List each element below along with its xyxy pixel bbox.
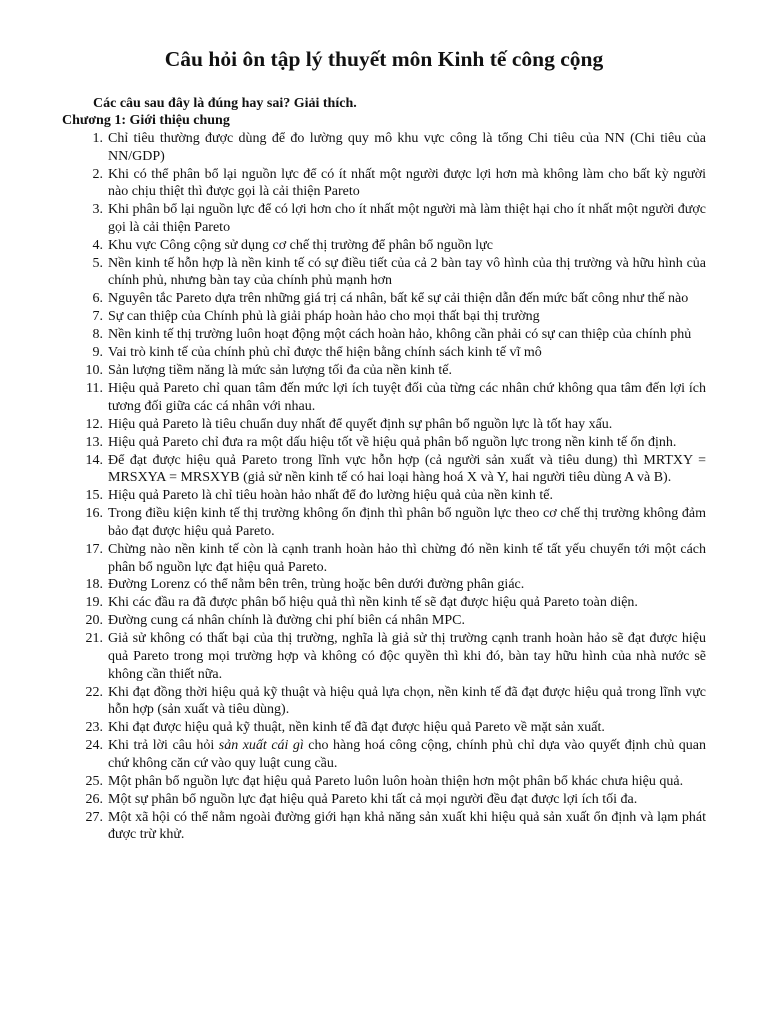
question-number: 15. (85, 488, 103, 504)
question-item (62, 541, 706, 576)
question-item (62, 487, 706, 505)
question-item (62, 630, 706, 683)
question-item (62, 308, 706, 326)
question-text: Đường cung cá nhân chính là đường chi phí biên cá nhân MPC. (108, 613, 465, 629)
question-number: 25. (85, 773, 103, 789)
question-item (62, 362, 706, 380)
question-number: 10. (85, 363, 103, 379)
question-text-after: cho hàng hoá công cộng, chính phủ chỉ dựa vào quyết định chủ quan chứ không căn cứ vào quy luật cung cầu. (108, 738, 707, 771)
question-number: 23. (85, 720, 103, 736)
question-item (62, 773, 706, 791)
question-number: 11. (86, 381, 103, 397)
question-number: 22. (85, 684, 103, 700)
question-number: 12. (85, 416, 103, 432)
question-number: 3. (92, 202, 103, 218)
question-item (62, 737, 706, 772)
question-text: Hiệu quả Pareto là chỉ tiêu hoàn hảo nhất để đo lường hiệu quả của nền kinh tế. (108, 488, 553, 504)
question-text-italic: sản xuất cái gì (218, 738, 304, 754)
question-text: Khi đạt đồng thời hiệu quả kỹ thuật và hiệu quả lựa chọn, nền kinh tế đã đạt được hiệu quả trong lĩnh vực hỗn hợp (sản xuất và tiêu dùng). (108, 684, 706, 718)
question-item (62, 166, 706, 201)
question-number: 17. (85, 541, 103, 557)
question-number: 24. (85, 738, 103, 754)
question-text: Nguyên tắc Pareto dựa trên những giá trị cá nhân, bất kể sự cải thiện dẫn đến mức bất công như thế nào (108, 291, 689, 307)
question-text: Hiệu quả Pareto chỉ quan tâm đến mức lợi ích tuyệt đối của từng các nhân chứ không qua tâm đến lợi ích tương đối giữa các cá nhân với nhau. (108, 381, 706, 414)
question-item (62, 719, 706, 737)
question-item (62, 505, 706, 540)
question-text: Hiệu quả Pareto chỉ đưa ra một dấu hiệu tốt về hiệu quả phân bổ nguồn lực trong nền kinh tế ổn định. (108, 434, 677, 450)
question-item (62, 290, 706, 308)
question-number: 19. (85, 595, 103, 611)
question-text: Hiệu quả Pareto là tiêu chuẩn duy nhất để quyết định sự phân bổ nguồn lực là tốt hay xấu. (108, 416, 613, 432)
question-text: Giả sử không có thất bại của thị trường, nghĩa là giả sử thị trường cạnh tranh hoàn hảo sẽ đạt được hiệu quả Pareto trong mọi trường hợp và không có độc quyền thì khi đó, bàn tay hữu hình của nhà nước sẽ không cần thiết nữa. (108, 631, 706, 682)
question-text: Một sự phân bổ nguồn lực đạt hiệu quả Pareto khi tất cả mọi người đều đạt được lợi ích tối đa. (108, 791, 638, 807)
question-item (62, 255, 706, 290)
question-text-before: Khi trả lời câu hỏi (108, 738, 219, 754)
question-number: 2. (92, 166, 103, 182)
question-text: Khu vực Công cộng sử dụng cơ chế thị trường để phân bổ nguồn lực (108, 237, 493, 253)
question-item (62, 237, 706, 255)
question-text: Khi đạt được hiệu quả kỹ thuật, nền kinh tế đã đạt được hiệu quả Pareto về mặt sản xuất. (108, 720, 605, 736)
question-text: Khi các đầu ra đã được phân bổ hiệu quả thì nền kinh tế sẽ đạt được hiệu quả Pareto toàn diện. (108, 595, 638, 611)
question-number: 4. (92, 237, 103, 253)
question-number: 21. (85, 631, 103, 647)
question-item (62, 130, 706, 165)
question-number: 18. (85, 577, 103, 593)
question-text: Để đạt được hiệu quả Pareto trong lĩnh vực hỗn hợp (cả người sản xuất và tiêu dung) thì MRTXY = MRSXYA = MRSXYB (giả sử nền kinh tế có hai loại hàng hoá X và Y, hai người tiêu dùng A và B). (108, 452, 706, 486)
chapter-heading: Chương 1: Giới thiệu chung (62, 113, 230, 128)
question-item (62, 791, 706, 809)
question-text: Trong điều kiện kinh tế thị trường không ổn định thì phân bổ nguồn lực theo cơ chế thị trường không đảm bảo đạt được hiệu quả Pareto. (108, 506, 706, 539)
question-number: 8. (92, 327, 103, 343)
question-text: Một xã hội có thể nằm ngoài đường giới hạn khả năng sản xuất khi hiệu quả sản xuất ổn định và lạm phát được trừ khử. (108, 809, 706, 843)
question-number: 14. (85, 452, 103, 468)
question-list (62, 130, 706, 844)
question-text: Sản lượng tiềm năng là mức sản lượng tối đa của nền kinh tế. (108, 363, 452, 379)
question-item (62, 380, 706, 415)
question-text: Chỉ tiêu thường được dùng để đo lường quy mô khu vực công là tổng Chi tiêu của NN (Chi tiêu của NN/GDP) (108, 131, 706, 164)
question-item (62, 416, 706, 434)
question-item (62, 612, 706, 630)
question-text: Khi có thể phân bổ lại nguồn lực để có ít nhất một người được lợi hơn mà không làm cho bất kỳ người nào chịu thiệt thì được gọi là cải thiện Pareto (108, 166, 706, 200)
question-number: 26. (85, 791, 103, 807)
question-text: Một phân bổ nguồn lực đạt hiệu quả Pareto luôn luôn hoàn thiện hơn một phân bổ khác chưa hiệu quả. (108, 773, 684, 789)
question-text: Đường Lorenz có thể nằm bên trên, trùng hoặc bên dưới đường phân giác. (108, 577, 525, 593)
question-text: Vai trò kinh tế của chính phủ chỉ được thể hiện bằng chính sách kinh tế vĩ mô (108, 345, 542, 361)
question-number: 7. (92, 309, 103, 325)
document-title: Câu hỏi ôn tập lý thuyết môn Kinh tế công cộng (164, 47, 604, 71)
question-text: Nền kinh tế thị trường luôn hoạt động một cách hoàn hảo, không cần phải có sự can thiệp của chính phủ (108, 327, 692, 343)
question-item (62, 201, 706, 236)
question-number: 13. (85, 434, 103, 450)
question-text: Nền kinh tế hỗn hợp là nền kinh tế có sự điều tiết của cả 2 bàn tay vô hình của thị trường và hữu hình của chính phủ, nhưng bàn tay của chính phủ mạnh hơn (108, 255, 706, 289)
question-text: Chừng nào nền kinh tế còn là cạnh tranh hoàn hảo thì chừng đó nền kinh tế tất yếu chuyển tới một cách phân bổ nguồn lực đạt hiệu quả Pareto. (108, 541, 706, 575)
question-item (62, 452, 706, 487)
question-item (62, 326, 706, 344)
question-text: Sự can thiệp của Chính phủ là giải pháp hoàn hảo cho mọi thất bại thị trường (108, 309, 540, 325)
question-number: 27. (85, 809, 103, 825)
question-item (62, 576, 706, 594)
question-number: 16. (85, 506, 103, 522)
question-number: 5. (92, 255, 103, 271)
question-text: Khi phân bổ lại nguồn lực để có lợi hơn cho ít nhất một người mà làm thiệt hại cho ít nhất một người được gọi là cải thiện Pareto (108, 202, 706, 235)
question-item (62, 434, 706, 452)
question-number: 9. (92, 345, 103, 361)
question-number: 6. (92, 291, 103, 307)
question-number: 1. (92, 131, 103, 146)
question-item (62, 594, 706, 612)
question-number: 20. (85, 613, 103, 629)
instruction-text: Các câu sau đây là đúng hay sai? Giải thích. (93, 96, 357, 111)
question-item (62, 809, 706, 844)
question-item (62, 344, 706, 362)
question-item (62, 684, 706, 719)
question-text (108, 738, 706, 771)
